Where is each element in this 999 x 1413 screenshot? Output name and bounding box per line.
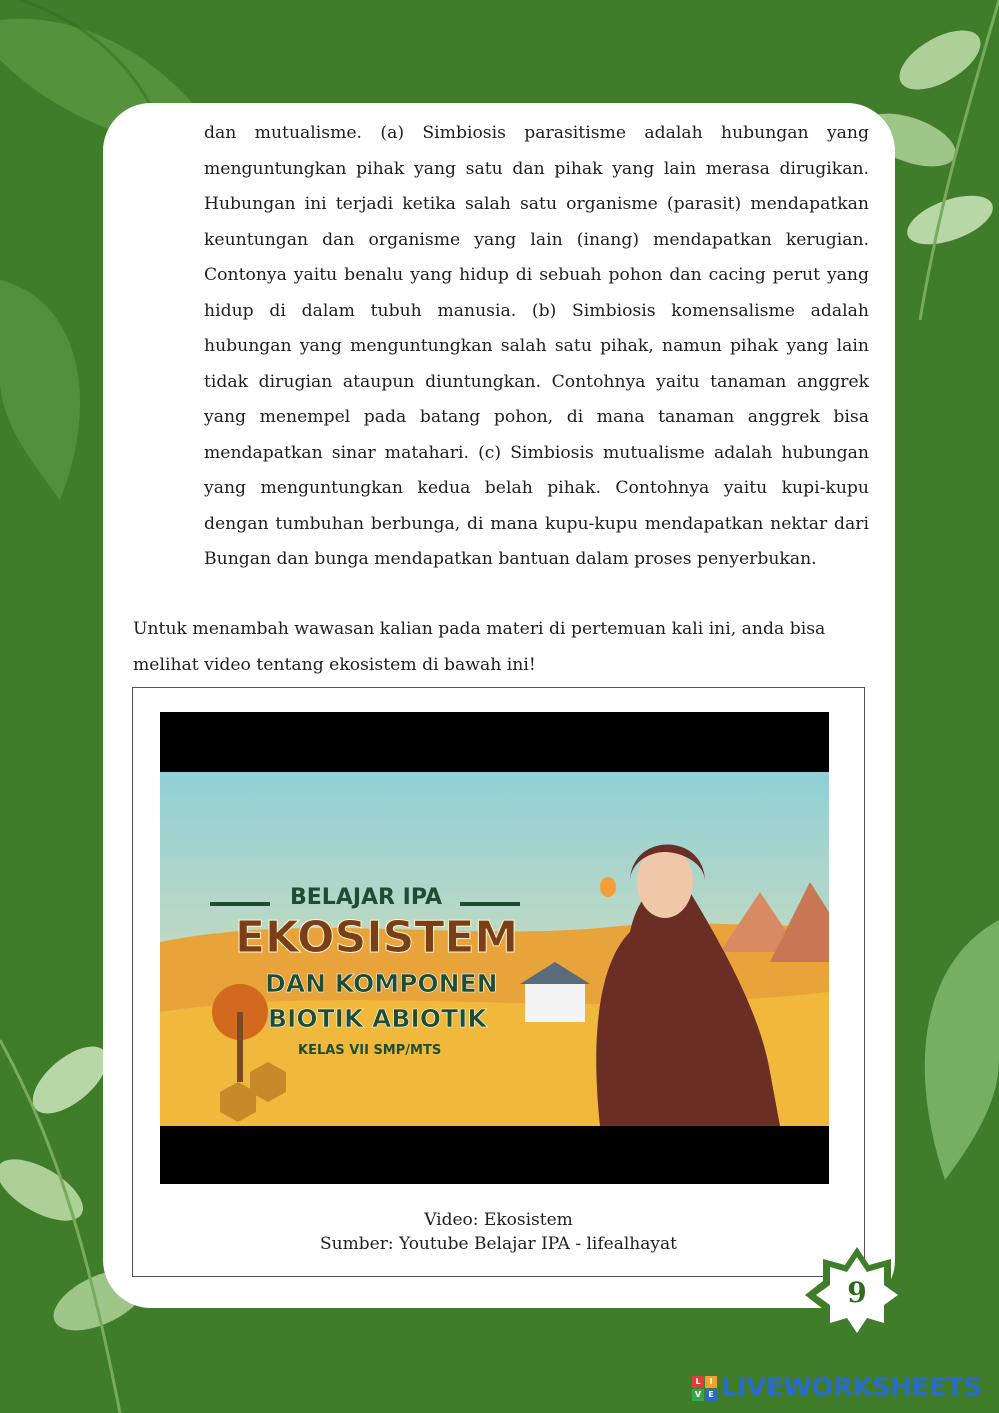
video-player[interactable]: [160, 712, 829, 1184]
liveworksheets-watermark[interactable]: [692, 1373, 982, 1403]
logo-letter-i: I: [705, 1376, 717, 1388]
leaf-decoration-right: [895, 900, 999, 1230]
page-number: 9: [847, 1276, 867, 1309]
video-subtitle-1: DAN KOMPONEN: [265, 969, 498, 998]
logo-letter-l: L: [692, 1376, 704, 1388]
leaf-decoration-left: [0, 260, 110, 520]
body-paragraph: dan mutualisme. (a) Simbiosis parasitisme adalah hubungan yang menguntungkan pihak yang satu dan pihak yang lain merasa dirugikan. Hubungan ini terjadi ketika salah satu organisme (parasit) mendapatkan keuntungan dan organisme yang lain (inang) mendapatkan kerugian. Contonya yaitu benalu yang hidup di sebuah pohon dan cacing perut yang hidup di dalam tubuh manusia. (b) Simbiosis komensalisme adalah hubungan yang menguntungkan salah satu pihak, namun pihak yang lain tidak dirugian ataupun diuntungkan. Contohnya yaitu tanaman anggrek yang menempel pada batang pohon, di mana tanaman anggrek bisa mendapatkan sinar matahari. (c) Simbiosis mutualisme adalah hubungan yang menguntungkan kedua belah pihak. Contohnya yaitu kupi-kupu dengan tumbuhan berbunga, di mana kupu-kupu mendapatkan nektar dari Bungan dan bunga mendapatkan bantuan dalam proses penyerbukan.: [204, 123, 869, 569]
logo-letter-e: E: [705, 1389, 717, 1401]
video-caption: [132, 1208, 865, 1256]
video-subtitle-2: BIOTIK ABIOTIK: [268, 1004, 487, 1033]
video-kicker: BELAJAR IPA: [290, 885, 442, 910]
caption-line-1: Video: Ekosistem: [424, 1210, 573, 1230]
logo-letter-v: V: [692, 1389, 704, 1401]
caption-line-2: Sumber: Youtube Belajar IPA - lifealhayat: [320, 1234, 677, 1254]
video-class-label: KELAS VII SMP/MTS: [298, 1043, 442, 1058]
liveworksheets-text: LIVEWORKSHEETS: [721, 1373, 982, 1403]
video-title: EKOSISTEM: [235, 912, 519, 963]
liveworksheets-logo-icon: [692, 1376, 717, 1401]
intro-text: Untuk menambah wawasan kalian pada materi di pertemuan kali ini, anda bisa melihat video tentang ekosistem di bawah ini!: [133, 619, 826, 675]
